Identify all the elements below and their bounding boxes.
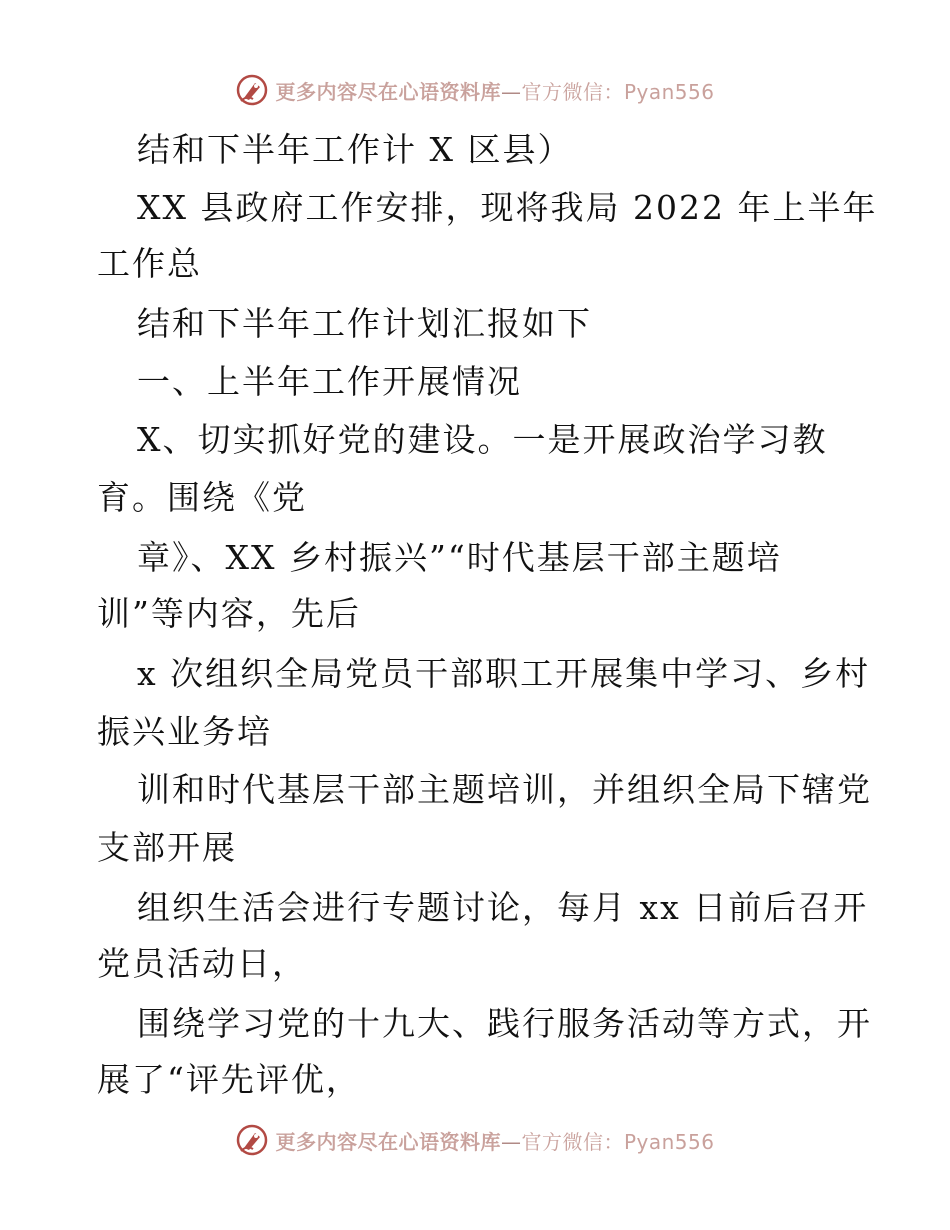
watermark-separator: —: [500, 79, 522, 104]
watermark-text: [275, 76, 714, 105]
pen-nib-logo-icon: [235, 1123, 269, 1157]
pen-nib-logo-icon: [235, 73, 269, 107]
body-line: x 次组织全局党员干部职工开展集中学习、乡村: [137, 654, 871, 693]
watermark-wechat: 官方微信：Pyan556: [521, 1129, 715, 1154]
body-line: X、切实抓好党的建设。一是开展政治学习教: [137, 420, 828, 459]
body-line: 工作总: [97, 244, 202, 283]
body-line: 组织生活会进行专题讨论，每月 xx 日前后召开: [137, 888, 869, 927]
watermark-brand: 更多内容尽在心语资料库: [275, 1129, 501, 1154]
watermark-brand: 更多内容尽在心语资料库: [275, 79, 501, 104]
body-line: 展了“评先评优，: [97, 1060, 361, 1099]
body-line: 育。围绕《党: [97, 478, 307, 517]
section-heading: 一、上半年工作开展情况: [137, 362, 522, 401]
body-line: 章》、XX 乡村振兴”“时代基层干部主题培: [137, 538, 782, 577]
body-line: 振兴业务培: [97, 712, 272, 751]
body-line: 围绕学习党的十九大、践行服务活动等方式，开: [137, 1004, 872, 1043]
body-line: XX 县政府工作安排，现将我局 2022 年上半年: [137, 188, 878, 227]
watermark-wechat: 官方微信：Pyan556: [521, 79, 715, 104]
footer-watermark: [0, 1120, 950, 1160]
watermark-separator: —: [500, 1129, 522, 1154]
body-line: 训和时代基层干部主题培训，并组织全局下辖党: [137, 770, 872, 809]
header-watermark: [0, 70, 950, 110]
body-line: 训”等内容，先后: [97, 594, 361, 633]
body-line: 结和下半年工作计划汇报如下: [137, 304, 592, 343]
watermark-text: [275, 1126, 714, 1155]
body-line: 党员活动日，: [97, 944, 307, 983]
body-line: 结和下半年工作计 X 区县）: [137, 130, 573, 169]
body-line: 支部开展: [97, 828, 237, 867]
